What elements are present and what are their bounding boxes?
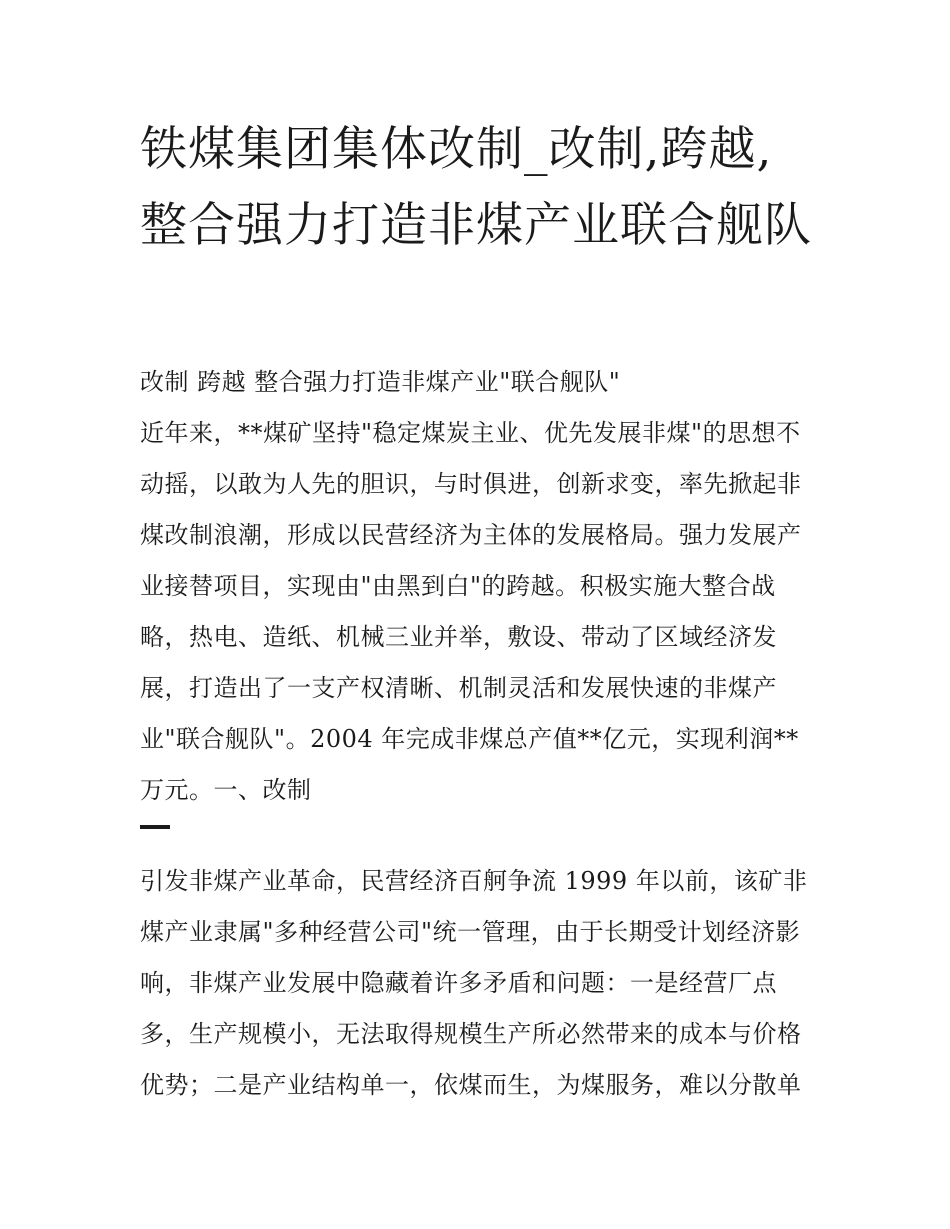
- document-subtitle: 改制 跨越 整合强力打造非煤产业"联合舰队": [140, 368, 621, 396]
- paragraph-2: 引发非煤产业革命，民营经济百舸争流 1999 年以前，该矿非煤产业隶属"多种经营公司"统一管理，由于长期受计划经济影响，非煤产业发展中隐藏着许多矛盾和问题：一是经营厂点多，生产规模小，无法取得规模生产所必然带来的成本与价格优势；二是产业结构单一，依煤而生，为煤服务，难以分散单: [140, 867, 808, 1099]
- document-title: 铁煤集团集体改制_改制,跨越,整合强力打造非煤产业联合舰队: [140, 122, 812, 253]
- section-dash: [140, 825, 170, 829]
- paragraph-1: 近年来，**煤矿坚持"稳定煤炭主业、优先发展非煤"的思想不动摇，以敢为人先的胆识，与时俱进，创新求变，率先掀起非煤改制浪潮，形成以民营经济为主体的发展格局。强力发展产业接替项目，实现由"由黑到白"的跨越。积极实施大整合战略，热电、造纸、机械三业并举，敷设、带动了区域经济发展，打造出了一支产权清晰、机制灵活和发展快速的非煤产业"联合舰队"。2004 年完成非煤总产值**亿元，实现利润**万元。一、改制: [140, 419, 802, 804]
